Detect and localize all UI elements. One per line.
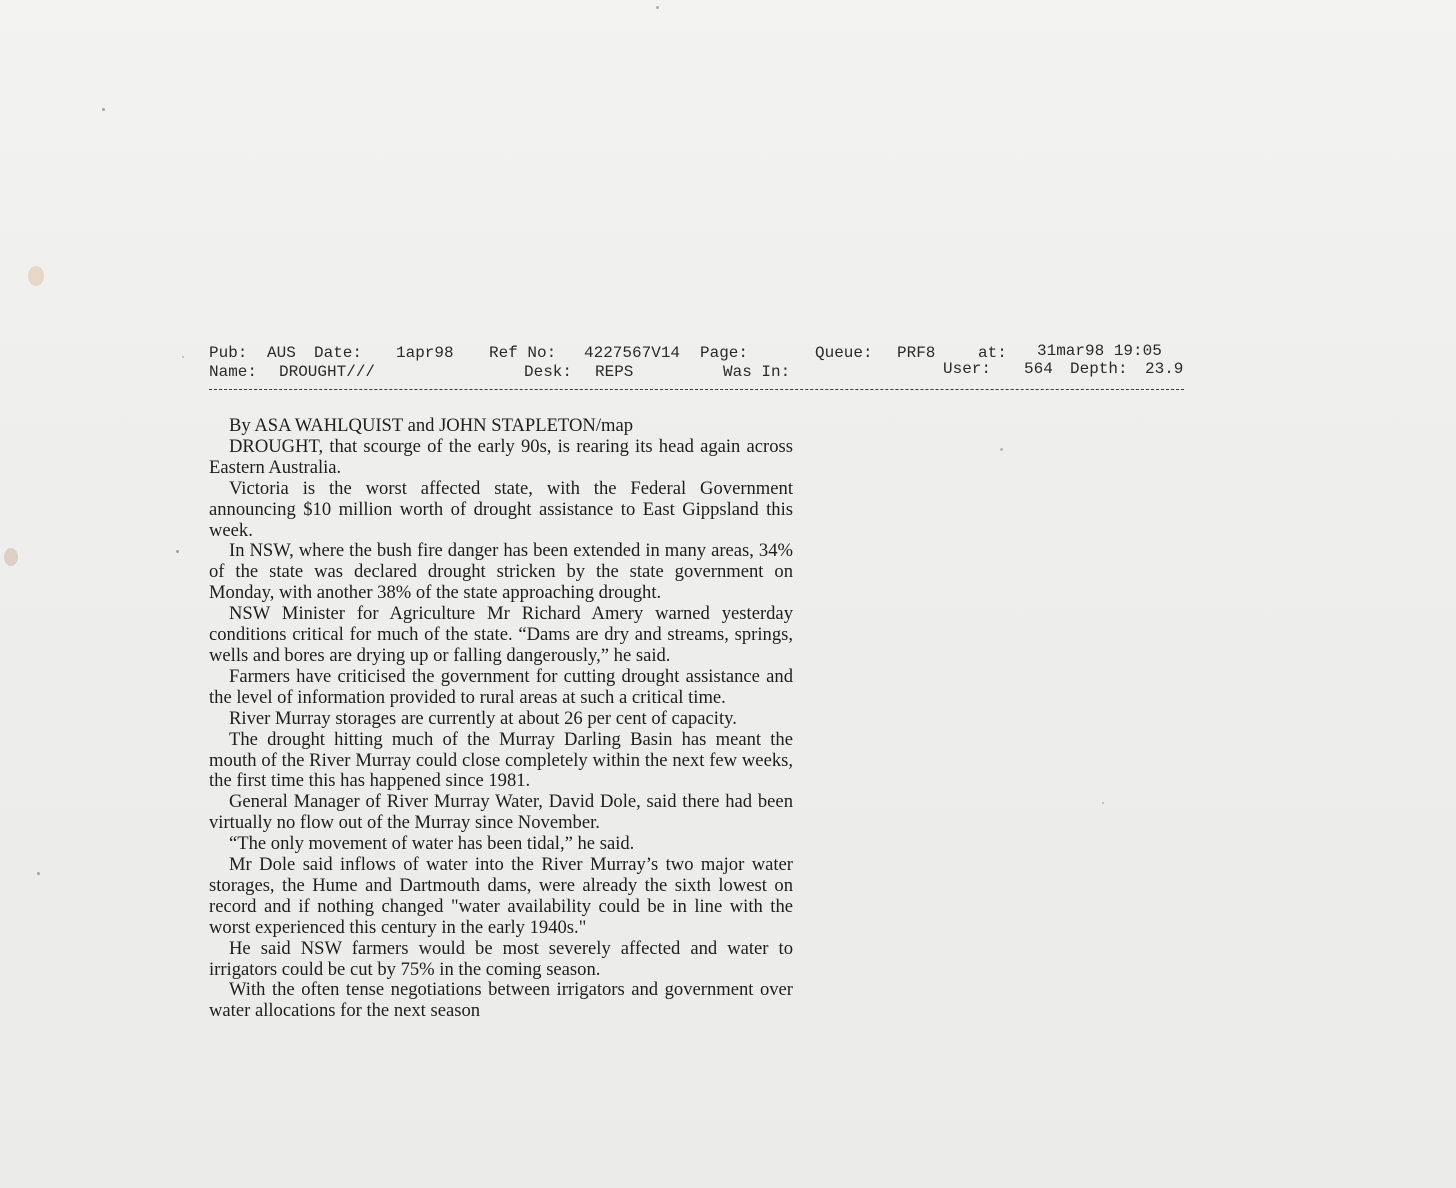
- scan-speck: [1102, 802, 1104, 804]
- scan-speck: [37, 872, 40, 875]
- depth-value: 23.9: [1145, 360, 1184, 378]
- at-label: at:: [978, 344, 1007, 362]
- user-label: User:: [943, 360, 992, 378]
- scan-speck: [176, 550, 179, 553]
- article-paragraph: General Manager of River Murray Water, David Dole, said there had been virtually no flow out of the Murray since November.: [209, 791, 793, 834]
- date-label: Date:: [314, 344, 363, 362]
- article-paragraph: Victoria is the worst affected state, with the Federal Government announcing $10 million worth of drought assistance to East Gippsland this week.: [209, 477, 793, 541]
- ref-value: 4227567V14: [584, 344, 681, 362]
- desk-label: Desk:: [524, 363, 573, 381]
- scan-speck: [28, 266, 44, 286]
- article-paragraph: With the often tense negotiations between irrigators and government over water allocations for the next season: [209, 979, 793, 1022]
- article-paragraph: DROUGHT, that scourge of the early 90s, is rearing its head again across Eastern Australia.: [209, 435, 793, 478]
- name-label: Name:: [209, 363, 258, 381]
- date-value: 1apr98: [396, 344, 454, 362]
- pub-label: Pub:: [209, 344, 248, 362]
- article-column: [209, 416, 793, 1022]
- ref-label: Ref No:: [489, 344, 557, 362]
- article-paragraph: River Murray storages are currently at about 26 per cent of capacity.: [229, 707, 737, 729]
- byline: [209, 416, 793, 437]
- article-paragraph: Farmers have criticised the government for cutting drought assistance and the level of information provided to rural areas at such a critical time.: [209, 665, 793, 708]
- article-paragraph: Mr Dole said inflows of water into the River Murray’s two major water storages, the Hume and Dartmouth dams, were already the sixth lowest on record and if nothing changed "water availability could be in line with the worst experienced this century in the early 1940s.": [209, 854, 793, 938]
- queue-value: PRF8: [897, 344, 936, 362]
- scan-speck: [1000, 448, 1003, 451]
- scan-speck: [182, 356, 184, 358]
- depth-label: Depth:: [1070, 360, 1128, 378]
- article-paragraph: “The only movement of water has been tidal,” he said.: [229, 833, 635, 855]
- byline-suffix: /map: [595, 415, 633, 436]
- article-paragraph: He said NSW farmers would be most severely affected and water to irrigators could be cut by 75% in the coming season.: [209, 937, 793, 980]
- wasin-label: Was In:: [723, 363, 791, 381]
- article-paragraph: The drought hitting much of the Murray Darling Basin has meant the mouth of the River Murray could close completely within the next few weeks, the first time this has happened since 1981.: [209, 728, 793, 792]
- scan-speck: [4, 548, 18, 566]
- user-value: 564: [1024, 360, 1053, 378]
- pub-value: AUS: [267, 344, 296, 362]
- article-paragraph: In NSW, where the bush fire danger has been extended in many areas, 34% of the state was declared drought stricken by the state government on Monday, with another 38% of the state approaching drought.: [209, 540, 793, 604]
- article-paragraph: NSW Minister for Agriculture Mr Richard Amery warned yesterday conditions critical for much of the state. “Dams are dry and streams, springs, wells and bores are drying up or falling dangerously,” he said.: [209, 603, 793, 666]
- page-label: Page:: [700, 344, 749, 362]
- typesetting-header: [209, 344, 1189, 382]
- byline-authors: ASA WAHLQUIST and JOHN STAPLETON: [254, 415, 596, 436]
- name-value: DROUGHT///: [279, 363, 376, 381]
- header-divider: [209, 389, 1184, 390]
- scan-speck: [102, 108, 105, 111]
- header-line-2: [209, 360, 1189, 382]
- byline-prefix: By: [229, 415, 251, 436]
- scan-speck: [656, 6, 659, 9]
- at-value: 31mar98 19:05: [1037, 342, 1162, 360]
- desk-value: REPS: [595, 363, 634, 381]
- queue-label: Queue:: [815, 344, 873, 362]
